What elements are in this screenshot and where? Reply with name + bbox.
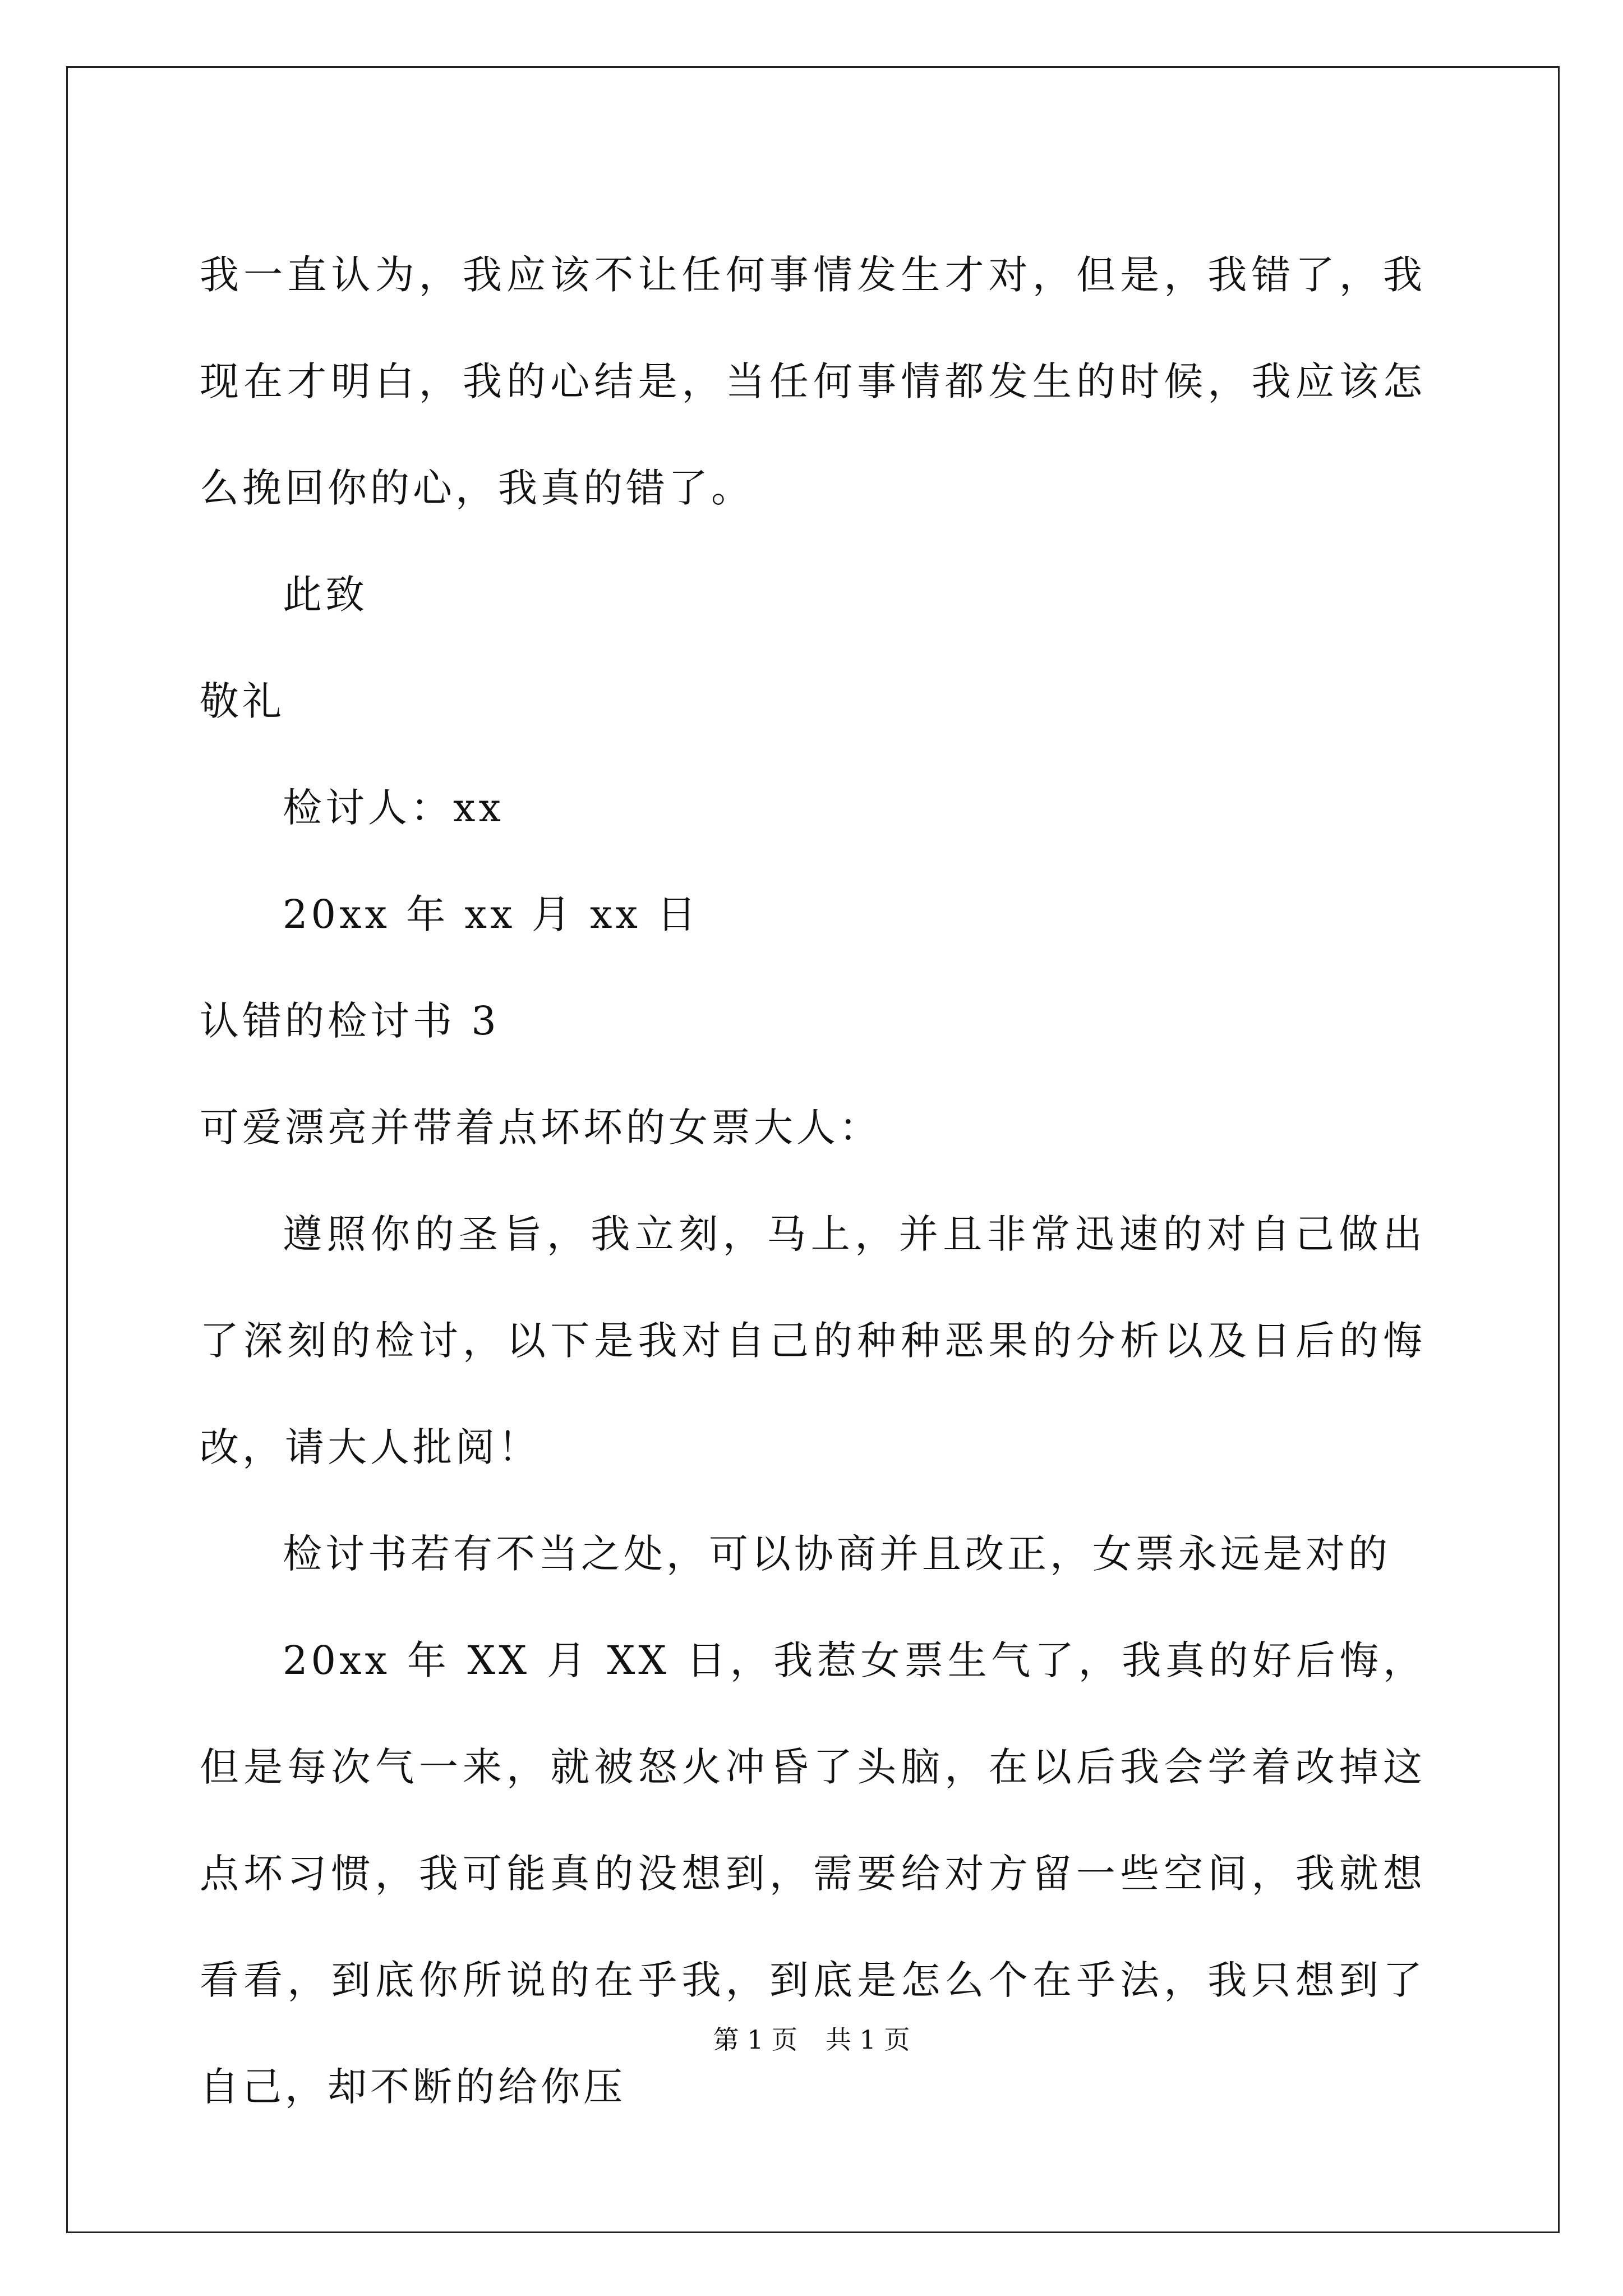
closing-salutation: 此致 [283,572,368,618]
paragraph-3: 检讨书若有不当之处，可以协商并且改正，女票永远是对的 [283,1531,1391,1577]
greeting-line: 可爱漂亮并带着点坏坏的女票大人： [200,1105,882,1151]
section-title: 认错的检讨书 3 [200,998,500,1044]
document-body [200,222,1426,2140]
paragraph-1: 我一直认为，我应该不让任何事情发生才对，但是，我错了，我现在才明白，我的心结是，当任何事情都发生的时候，我应该怎么挽回你的心，我真的错了。 [200,252,1426,511]
page-footer [0,2019,1623,2056]
closing-regards: 敬礼 [200,678,285,724]
page-number: 第 1 页 [713,2024,797,2055]
paragraph-2: 遵照你的圣旨，我立刻，马上，并且非常迅速的对自己做出了深刻的检讨，以下是我对自己的种种恶果的分析以及日后的悔改，请大人批阅！ [200,1211,1426,1470]
paragraph-4: 20xx 年 XX 月 XX 日，我惹女票生气了，我真的好后悔，但是每次气一来，就被怒火冲昏了头脑，在以后我会学着改掉这点坏习惯，我可能真的没想到，需要给对方留一些空间，我就想看看，到底你所说的在乎我，到底是怎么个在乎法，我只想到了自己，却不断的给你压 [200,1637,1426,2110]
signature-line: 检讨人：xx [283,785,504,831]
date-line: 20xx 年 xx 月 xx 日 [283,891,700,937]
page-total: 共 1 页 [826,2024,910,2055]
